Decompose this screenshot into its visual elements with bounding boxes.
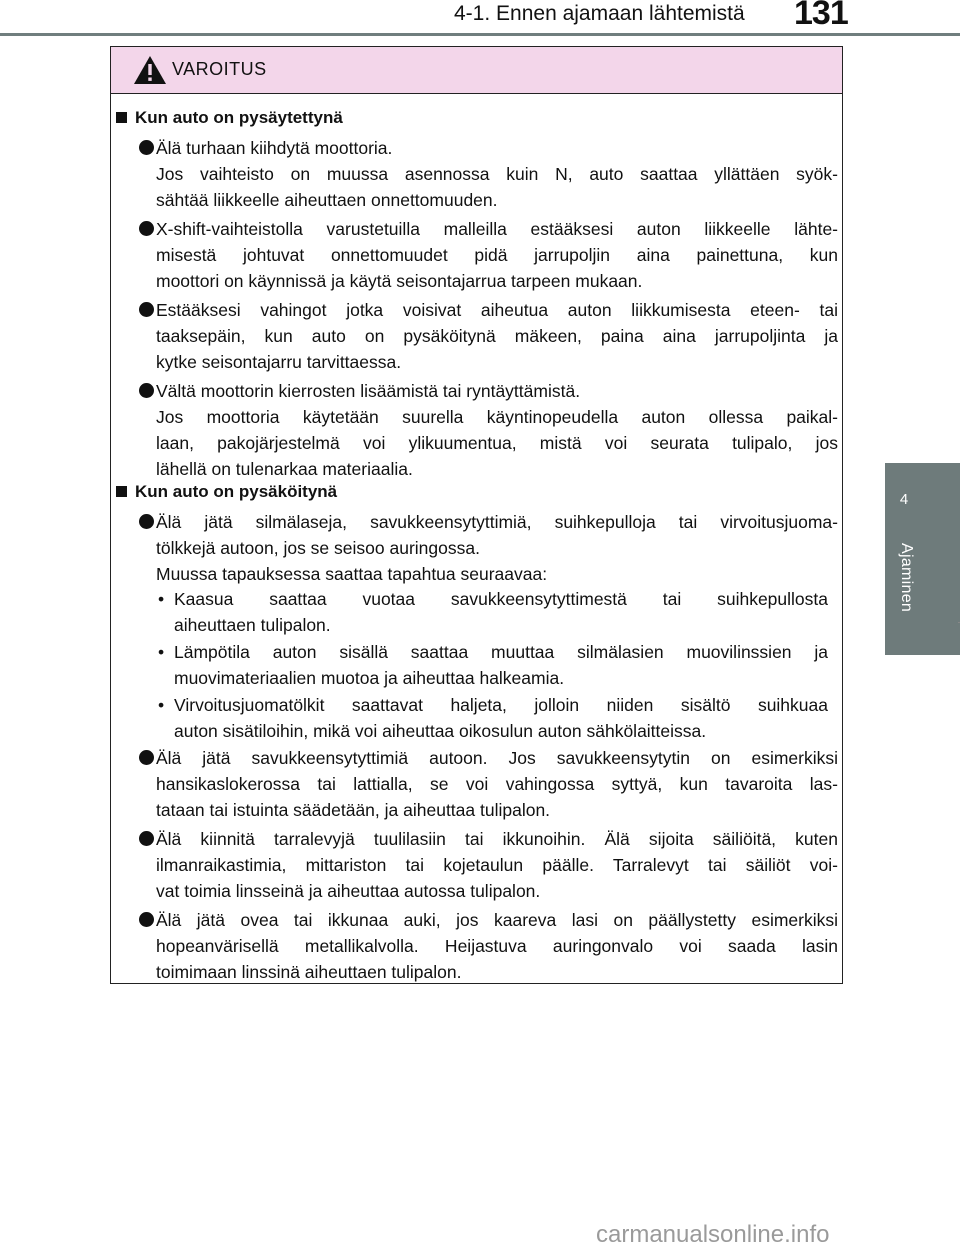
text-line: hansikaslokerossa tai lattialla, se voi vahingossa syttyä, kun tavaroita las-	[156, 774, 838, 794]
text-line: moottori on käynnissä ja käytä seisontajarrua tarpeen mukaan.	[156, 271, 643, 291]
dot-bullet-icon: •	[158, 695, 165, 715]
text-line: lähellä on tulenarkaa materiaalia.	[156, 459, 413, 479]
text-line: tölkkejä autoon, jos se seisoo auringossa.	[156, 538, 480, 558]
list-item	[156, 297, 838, 375]
chapter-label: Ajaminen	[898, 543, 915, 613]
square-bullet-icon	[116, 486, 127, 497]
text-line: Älä jätä savukkeensytyttimiä autoon. Jos savukkeensytytin on esimerkiksi	[156, 748, 838, 768]
sub-list-item	[156, 586, 828, 638]
circle-bullet-icon	[139, 514, 154, 529]
circle-bullet-icon	[139, 221, 154, 236]
circle-bullet-icon	[139, 140, 154, 155]
list-item	[156, 907, 838, 985]
text-line: Kaasua saattaa vuotaa savukkeensytyttimestä tai suihkepullosta	[174, 589, 828, 609]
chapter-number: 4	[899, 491, 909, 508]
warning-box	[110, 46, 843, 984]
circle-bullet-icon	[139, 302, 154, 317]
page-number: 131	[794, 0, 848, 32]
watermark: carmanualsonline.info	[596, 1221, 830, 1248]
text-line: sähtää liikkeelle aiheuttaen onnettomuuden.	[156, 190, 498, 210]
text-line: toimimaan linssinä aiheuttaen tulipalon.	[156, 962, 462, 982]
text-line: aiheuttaen tulipalon.	[174, 615, 331, 635]
text-line: Älä jätä silmälaseja, savukkeensytyttimiä, suihkepulloja tai virvoitusjuoma-	[156, 512, 838, 532]
list-item	[156, 216, 838, 294]
text-line: Estääksesi vahingot jotka voisivat aiheutua auton liikkumisesta eteen- tai	[156, 300, 838, 320]
text-line: vat toimia linsseinä ja aiheuttaa autossa tulipalon.	[156, 881, 541, 901]
circle-bullet-icon	[139, 750, 154, 765]
dot-bullet-icon: •	[158, 589, 165, 609]
list-item	[156, 135, 838, 213]
text-line: Lämpötila auton sisällä saattaa muuttaa silmälasien muovilinssien ja	[174, 642, 828, 662]
text-line: muovimateriaalien muotoa ja aiheuttaa halkeamia.	[174, 668, 565, 688]
sub-list-item	[156, 692, 828, 744]
square-bullet-icon	[116, 112, 127, 123]
text-line: Jos vaihteisto on muussa asennossa kuin N, auto saattaa yllättäen syök-	[156, 164, 838, 184]
chapter-side-tab[interactable]	[885, 463, 960, 655]
warning-title: VAROITUS	[172, 59, 267, 79]
sub-list-item	[156, 639, 828, 691]
text-line: auton sisätiloihin, mikä voi aiheuttaa oikosulun auton sähkölaitteissa.	[174, 721, 707, 741]
section-heading	[116, 482, 337, 502]
text-line: Älä turhaan kiihdytä moottoria.	[156, 138, 393, 158]
section-heading-text: Kun auto on pysäytettynä	[135, 108, 343, 127]
list-item	[156, 378, 838, 482]
text-line: ilmanraikastimia, mittariston tai kojetaulun päälle. Tarralevyt tai säiliöt voi-	[156, 855, 838, 875]
section-heading	[116, 108, 343, 128]
text-line: laan, pakojärjestelmä voi ylikuumentua, mistä voi seurata tulipalo, jos	[156, 433, 838, 453]
text-line: kytke seisontajarru tarvittaessa.	[156, 352, 402, 372]
warning-triangle-icon	[133, 55, 167, 85]
section-heading-text: Kun auto on pysäköitynä	[135, 482, 338, 501]
circle-bullet-icon	[139, 383, 154, 398]
header-rule	[0, 33, 960, 36]
list-item	[156, 745, 838, 823]
list-item	[156, 826, 838, 904]
text-line: misestä johtuvat onnettomuudet pidä jarrupoljin aina painettuna, kun	[156, 245, 838, 265]
text-line: hopeanvärisellä metallikalvolla. Heijastuva auringonvalo voi saada lasin	[156, 936, 838, 956]
text-line: Muussa tapauksessa saattaa tapahtua seuraavaa:	[156, 564, 548, 584]
text-line: Vältä moottorin kierrosten lisäämistä tai ryntäyttämistä.	[156, 381, 581, 401]
text-line: Älä kiinnitä tarralevyjä tuulilasiin tai ikkunoihin. Älä sijoita säiliöitä, kuten	[156, 829, 838, 849]
list-item	[156, 509, 838, 587]
warning-header	[111, 47, 842, 94]
text-line: taaksepäin, kun auto on pysäköitynä mäkeen, paina aina jarrupoljinta ja	[156, 326, 838, 346]
circle-bullet-icon	[139, 831, 154, 846]
text-line: X-shift-vaihteistolla varustetuilla malleilla estääksesi auton liikkeelle lähte-	[156, 219, 838, 239]
dot-bullet-icon: •	[158, 642, 165, 662]
circle-bullet-icon	[139, 912, 154, 927]
text-line: Älä jätä ovea tai ikkunaa auki, jos kaareva lasi on päällystetty esimerkiksi	[156, 910, 838, 930]
text-line: Jos moottoria käytetään suurella käyntinopeudella auton ollessa paikal-	[156, 407, 838, 427]
text-line: tataan tai istuinta säädetään, ja aiheuttaa tulipalon.	[156, 800, 551, 820]
section-title: 4-1. Ennen ajamaan lähtemistä	[454, 2, 745, 25]
text-line: Virvoitusjuomatölkit saattavat haljeta, jolloin niiden sisältö suihkuaa	[174, 695, 828, 715]
